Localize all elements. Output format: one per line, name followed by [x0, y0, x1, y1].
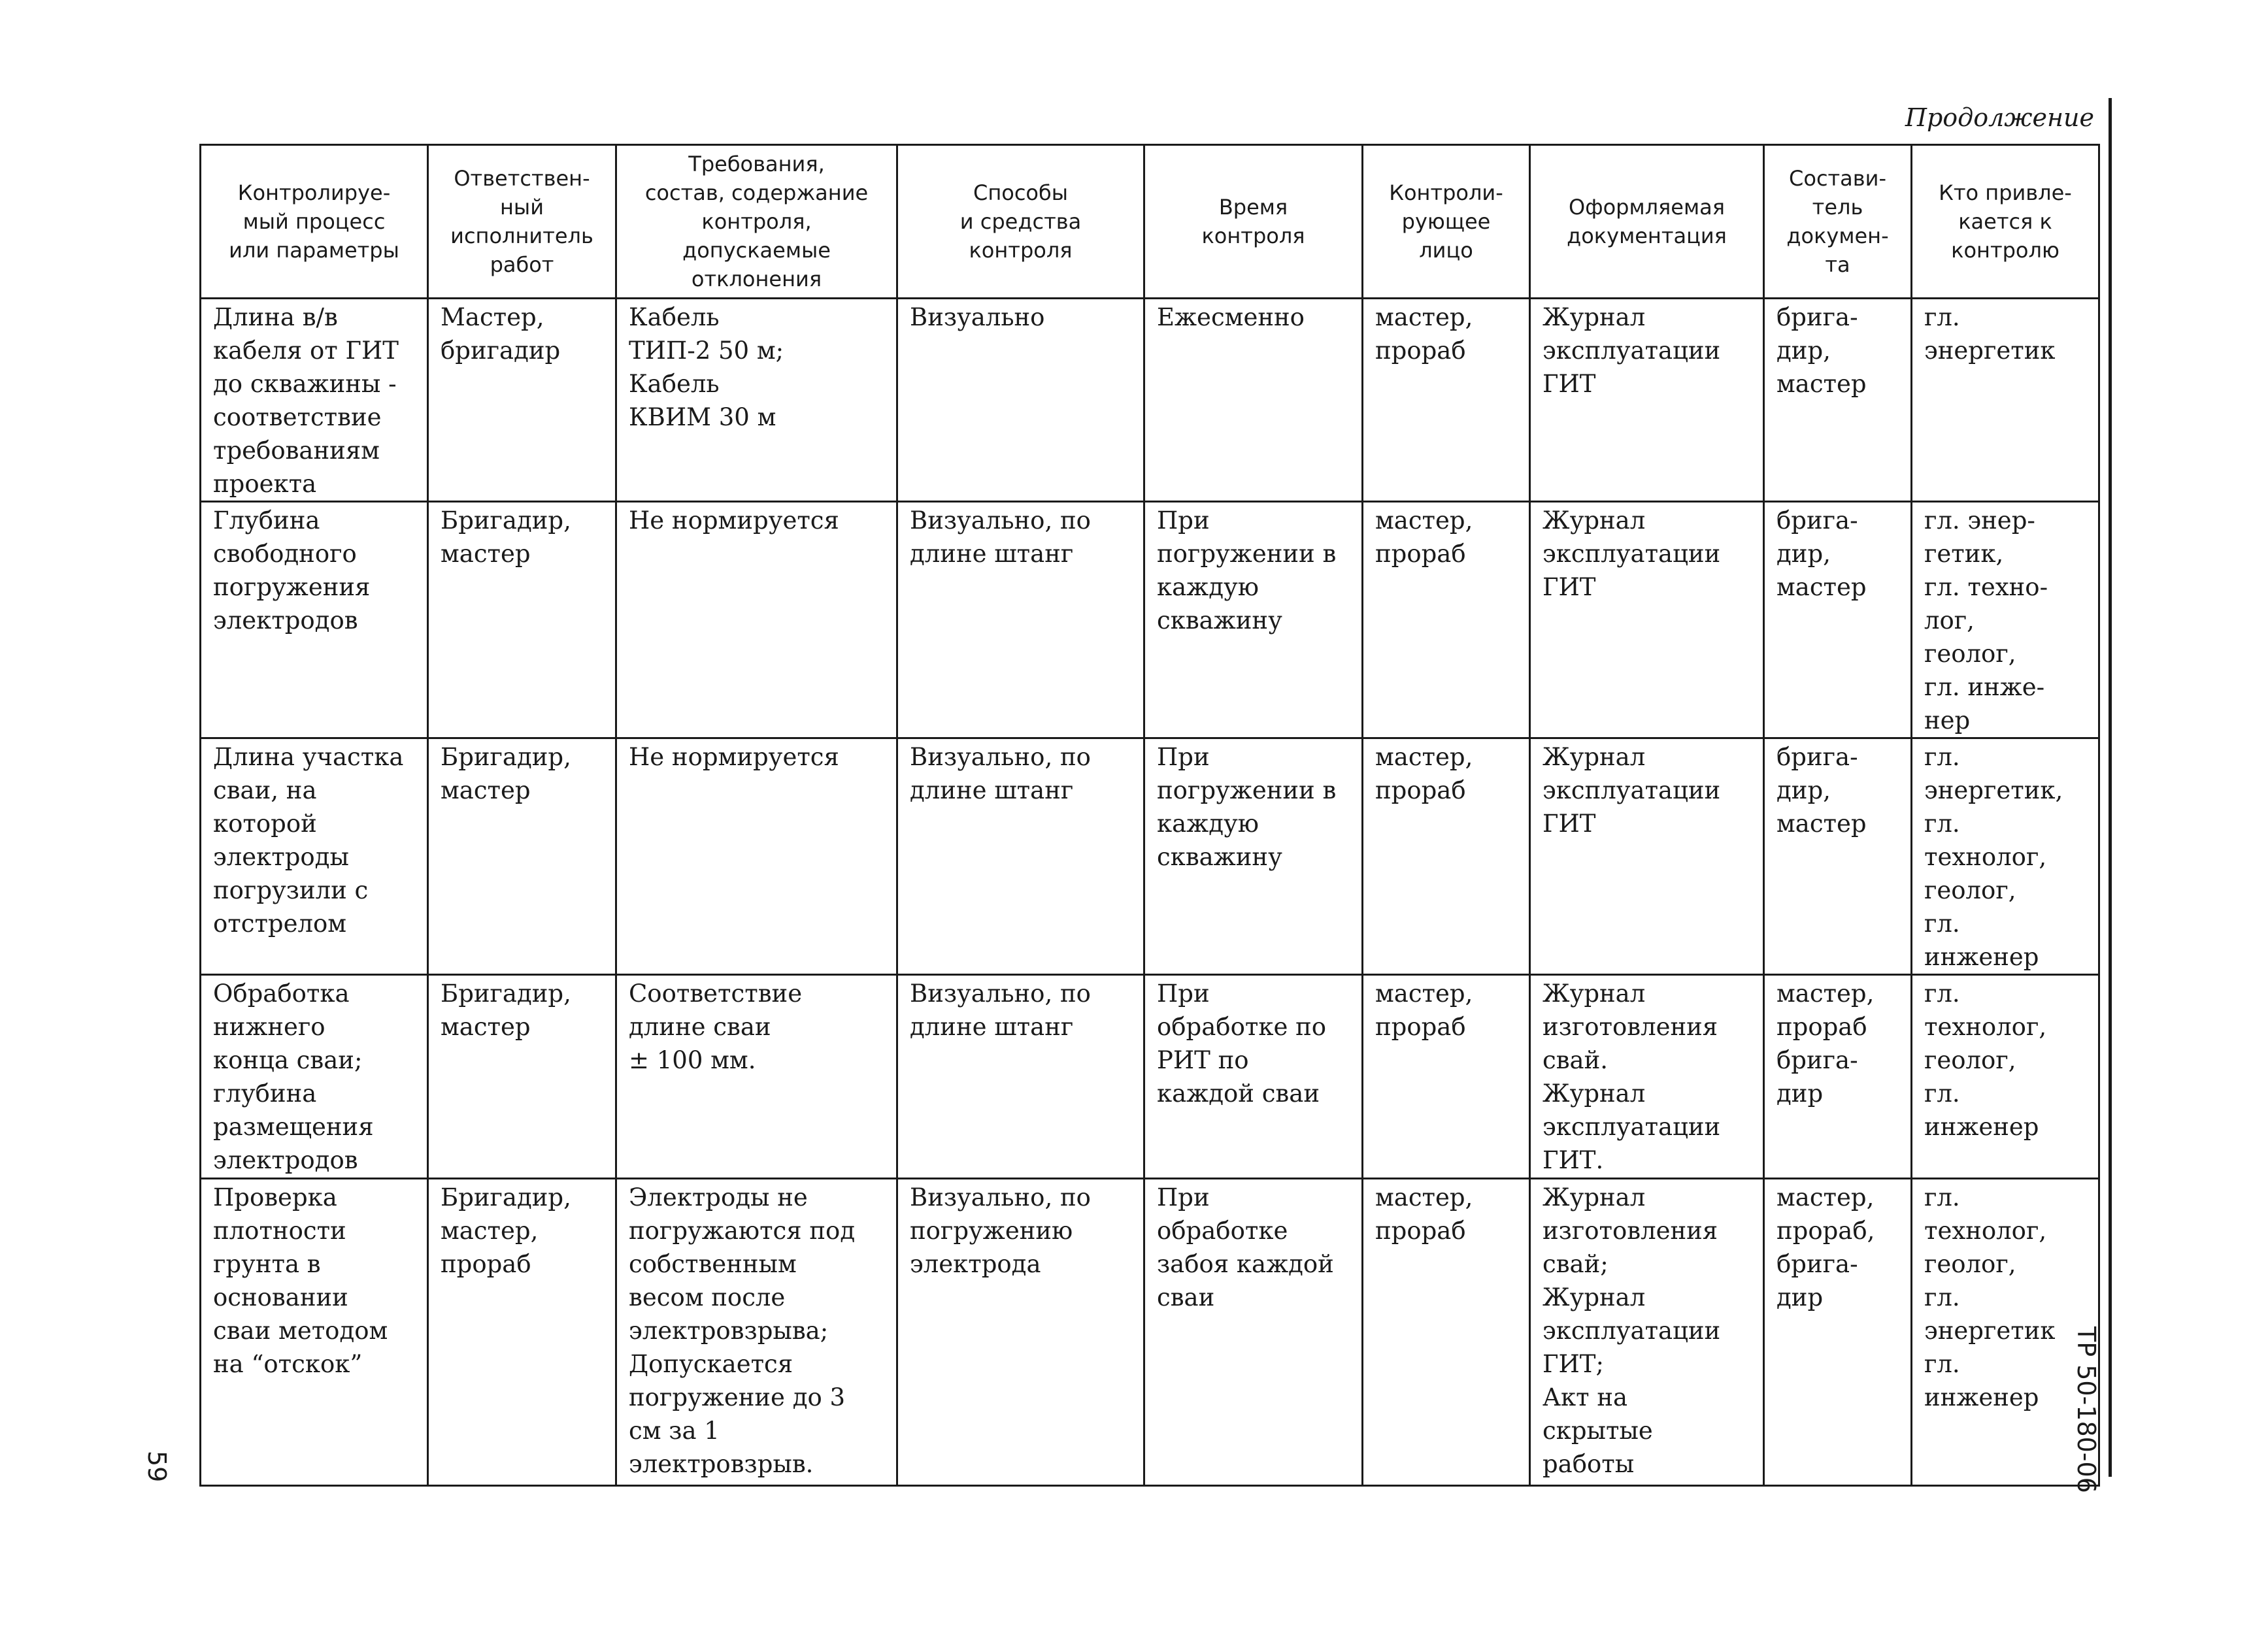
cell-line: на “отскок” — [213, 1350, 363, 1378]
cell-line: лог, — [1924, 606, 1975, 634]
cell-line: до скважины - — [213, 370, 397, 398]
table-cell — [1144, 502, 1363, 738]
table-cell — [201, 738, 428, 975]
table-cell — [616, 738, 897, 975]
table-cell — [897, 299, 1144, 502]
header-line: исполнитель — [450, 223, 593, 248]
cell-line: электродов — [213, 1146, 358, 1174]
cell-line: Визуально, по — [910, 506, 1091, 535]
cell-line: энергетик — [1924, 1317, 2056, 1345]
cell-line: мастер, — [1776, 980, 1875, 1008]
cell-line: сваи — [1157, 1283, 1215, 1311]
table-cell — [1144, 1179, 1363, 1486]
table-cell — [428, 975, 616, 1179]
cell-line: отстрелом — [213, 910, 347, 938]
cell-line: гл. — [1924, 910, 1960, 938]
cell-line: ГИТ; — [1543, 1350, 1604, 1378]
cell-line: электрода — [910, 1250, 1041, 1278]
table-cell — [1363, 738, 1530, 975]
table-cell — [1530, 299, 1764, 502]
cell-line: мастер — [441, 540, 531, 568]
cell-line: геолог, — [1924, 1250, 2016, 1278]
cell-line: см за 1 — [629, 1417, 720, 1445]
cell-line: ГИТ — [1543, 370, 1596, 398]
cell-line: инженер — [1924, 1113, 2039, 1141]
header-line: работ — [490, 252, 554, 277]
header-line: или параметры — [229, 238, 399, 263]
table-cell — [1144, 738, 1363, 975]
cell-line: которой — [213, 810, 317, 838]
table-cell — [616, 299, 897, 502]
table-cell — [616, 1179, 897, 1486]
cell-line: скважину — [1157, 843, 1282, 871]
cell-line: электроды — [213, 843, 349, 871]
cell-line: погрузили с — [213, 876, 369, 904]
table-cell — [1363, 299, 1530, 502]
header-line: Оформляемая — [1569, 195, 1725, 220]
column-header — [1912, 145, 2099, 299]
table-cell — [201, 975, 428, 1179]
table-cell — [1363, 502, 1530, 738]
cell-line: погружении в — [1157, 540, 1337, 568]
cell-line: основании — [213, 1283, 348, 1311]
header-line: лицо — [1419, 238, 1473, 263]
cell-line: Кабель — [629, 303, 720, 331]
column-header — [1363, 145, 1530, 299]
cell-line: свай; — [1543, 1250, 1609, 1278]
cell-line: бригадир — [441, 337, 561, 365]
cell-line: гл. — [1924, 743, 1960, 771]
table-cell — [1912, 975, 2099, 1179]
cell-line: прораб — [1776, 1013, 1867, 1041]
header-line: Состави- — [1789, 166, 1886, 191]
cell-line: РИТ по — [1157, 1046, 1249, 1074]
cell-line: гл. техно- — [1924, 573, 2048, 601]
column-header — [201, 145, 428, 299]
cell-line: погружение до 3 — [629, 1383, 846, 1411]
cell-line: прораб — [1375, 540, 1466, 568]
cell-line: погружению — [910, 1217, 1073, 1245]
cell-line: Не нормируется — [629, 506, 839, 535]
cell-line: мастер, — [1375, 506, 1473, 535]
header-line: кается к — [1958, 209, 2052, 234]
table-row — [201, 975, 2099, 1179]
cell-line: Проверка — [213, 1183, 337, 1211]
cell-line: брига- — [1776, 1250, 1858, 1278]
table-cell — [616, 975, 897, 1179]
header-line: контроля — [1201, 223, 1305, 248]
cell-line: энергетик — [1924, 337, 2056, 365]
cell-line: конца сваи; — [213, 1046, 363, 1074]
cell-line: Бригадир, — [441, 1183, 571, 1211]
table-cell — [201, 299, 428, 502]
cell-line: кабеля от ГИТ — [213, 337, 399, 365]
cell-line: Глубина — [213, 506, 320, 535]
cell-line: Мастер, — [441, 303, 544, 331]
header-line: рующее — [1401, 209, 1491, 234]
table-header — [201, 145, 2099, 299]
cell-line: Длина в/в — [213, 303, 338, 331]
cell-line: нер — [1924, 706, 1971, 734]
table-cell — [897, 1179, 1144, 1486]
cell-line: каждую — [1157, 573, 1259, 601]
cell-line: Журнал — [1543, 980, 1646, 1008]
header-line: Время — [1218, 195, 1288, 220]
cell-line: проекта — [213, 470, 317, 498]
margin-rule — [2109, 98, 2112, 1477]
cell-line: Кабель — [629, 370, 720, 398]
cell-line: Журнал — [1543, 303, 1646, 331]
table-body — [201, 299, 2099, 1486]
cell-line: работы — [1543, 1450, 1635, 1478]
cell-line: Журнал — [1543, 1183, 1646, 1211]
header-line: контролю — [1951, 238, 2060, 263]
cell-line: эксплуатации — [1543, 1317, 1721, 1345]
cell-line: геолог, — [1924, 876, 2016, 904]
cell-line: инженер — [1924, 943, 2039, 971]
table-cell — [428, 299, 616, 502]
cell-line: изготовления — [1543, 1217, 1718, 1245]
header-line: та — [1825, 252, 1850, 277]
cell-line: забоя каждой — [1157, 1250, 1334, 1278]
table-cell — [1764, 738, 1912, 975]
table-row — [201, 738, 2099, 975]
cell-line: Визуально, по — [910, 743, 1091, 771]
cell-line: брига- — [1776, 743, 1858, 771]
table-cell — [1530, 502, 1764, 738]
cell-line: размещения — [213, 1113, 374, 1141]
cell-line: При — [1157, 506, 1210, 535]
table-row — [201, 299, 2099, 502]
table-cell — [428, 1179, 616, 1486]
cell-line: гл. — [1924, 1183, 1960, 1211]
cell-line: гл. — [1924, 1350, 1960, 1378]
cell-line: гл. энер- — [1924, 506, 2035, 535]
table-cell — [1764, 502, 1912, 738]
cell-line: электровзрыв. — [629, 1450, 814, 1478]
table-cell — [897, 502, 1144, 738]
table-cell — [616, 502, 897, 738]
cell-line: Бригадир, — [441, 506, 571, 535]
cell-line: дир, — [1776, 540, 1831, 568]
cell-line: Акт на — [1543, 1383, 1628, 1411]
cell-line: погружаются под — [629, 1217, 856, 1245]
table-cell — [428, 738, 616, 975]
cell-line: мастер, — [1375, 303, 1473, 331]
cell-line: дир, — [1776, 776, 1831, 804]
table-cell — [1363, 975, 1530, 1179]
cell-line: КВИМ 30 м — [629, 403, 776, 431]
cell-line: мастер, — [1375, 1183, 1473, 1211]
cell-line: геолог, — [1924, 640, 2016, 668]
cell-line: мастер — [1776, 370, 1867, 398]
cell-line: гл. инже- — [1924, 673, 2045, 701]
cell-line: гл. — [1924, 303, 1960, 331]
cell-line: мастер — [1776, 573, 1867, 601]
cell-line: геолог, — [1924, 1046, 2016, 1074]
column-header — [1530, 145, 1764, 299]
header-line: Контроли- — [1389, 180, 1503, 205]
header-line: контроля, — [701, 209, 812, 234]
cell-line: энергетик, — [1924, 776, 2063, 804]
table-cell — [1530, 738, 1764, 975]
header-line: докумен- — [1786, 223, 1889, 248]
control-table — [199, 144, 2100, 1487]
cell-line: Допускается — [629, 1350, 793, 1378]
cell-line: прораб — [1375, 1217, 1466, 1245]
cell-line: инженер — [1924, 1383, 2039, 1411]
cell-line: длине штанг — [910, 1013, 1074, 1041]
cell-line: длине штанг — [910, 776, 1074, 804]
column-header — [616, 145, 897, 299]
table-cell — [1144, 975, 1363, 1179]
cell-line: погружения — [213, 573, 371, 601]
cell-line: электродов — [213, 606, 358, 634]
cell-line: эксплуатации — [1543, 540, 1721, 568]
cell-line: брига- — [1776, 1046, 1858, 1074]
cell-line: погружении в — [1157, 776, 1337, 804]
header-line: Кто привле- — [1939, 180, 2072, 205]
header-line: Способы — [973, 180, 1068, 205]
table-cell — [1144, 299, 1363, 502]
cell-line: эксплуатации — [1543, 337, 1721, 365]
cell-line: Бригадир, — [441, 743, 571, 771]
cell-line: эксплуатации — [1543, 1113, 1721, 1141]
cell-line: гетик, — [1924, 540, 2004, 568]
cell-line: мастер, — [1375, 980, 1473, 1008]
cell-line: Визуально, по — [910, 1183, 1091, 1211]
column-header — [897, 145, 1144, 299]
cell-line: мастер — [441, 776, 531, 804]
header-line: и средства — [959, 209, 1082, 234]
cell-line: требованиям — [213, 437, 380, 465]
cell-line: технолог, — [1924, 843, 2047, 871]
cell-line: Журнал — [1543, 1079, 1646, 1108]
document-code: ТР 50-180-06 — [2072, 1326, 2101, 1493]
table-cell — [1363, 1179, 1530, 1486]
table-cell — [1764, 1179, 1912, 1486]
cell-line: При — [1157, 1183, 1210, 1211]
cell-line: длине штанг — [910, 540, 1074, 568]
cell-line: ± 100 мм. — [629, 1046, 756, 1074]
cell-line: глубина — [213, 1079, 317, 1108]
table-cell — [1912, 299, 2099, 502]
header-line: ный — [500, 195, 544, 220]
cell-line: брига- — [1776, 303, 1858, 331]
cell-line: прораб — [1375, 1013, 1466, 1041]
cell-line: скрытые — [1543, 1417, 1653, 1445]
table-cell — [1764, 975, 1912, 1179]
cell-line: скважину — [1157, 606, 1282, 634]
cell-line: При — [1157, 743, 1210, 771]
cell-line: Соответствие — [629, 980, 803, 1008]
cell-line: технолог, — [1924, 1013, 2047, 1041]
cell-line: сваи методом — [213, 1317, 388, 1345]
cell-line: прораб — [1375, 776, 1466, 804]
cell-line: электровзрыва; — [629, 1317, 829, 1345]
cell-line: Журнал — [1543, 506, 1646, 535]
cell-line: гл. — [1924, 1079, 1960, 1108]
cell-line: прораб — [441, 1250, 531, 1278]
cell-line: мастер, — [1776, 1183, 1875, 1211]
cell-line: каждой сваи — [1157, 1079, 1320, 1108]
table-cell — [1764, 299, 1912, 502]
cell-line: гл. — [1924, 810, 1960, 838]
cell-line: мастер, — [441, 1217, 539, 1245]
cell-line: ГИТ — [1543, 573, 1596, 601]
cell-line: весом после — [629, 1283, 786, 1311]
cell-line: свай. — [1543, 1046, 1609, 1074]
table-cell — [897, 738, 1144, 975]
cell-line: длине сваи — [629, 1013, 771, 1041]
cell-line: плотности — [213, 1217, 346, 1245]
header-line: допускаемые — [682, 238, 831, 263]
cell-line: При — [1157, 980, 1210, 1008]
cell-line: Визуально — [910, 303, 1045, 331]
table-cell — [201, 1179, 428, 1486]
header-row — [201, 145, 2099, 299]
header-line: Контролируе- — [237, 180, 391, 205]
cell-line: эксплуатации — [1543, 776, 1721, 804]
cell-line: свободного — [213, 540, 357, 568]
cell-line: Бригадир, — [441, 980, 571, 1008]
cell-line: гл. — [1924, 980, 1960, 1008]
header-line: тель — [1812, 195, 1863, 220]
header-line: мый процесс — [242, 209, 386, 234]
header-line: Требования, — [688, 152, 825, 176]
cell-line: Электроды не — [629, 1183, 808, 1211]
cell-line: технолог, — [1924, 1217, 2047, 1245]
table-cell — [1912, 1179, 2099, 1486]
cell-line: Журнал — [1543, 1283, 1646, 1311]
cell-line: обработке по — [1157, 1013, 1327, 1041]
cell-line: каждую — [1157, 810, 1259, 838]
header-line: контроля — [969, 238, 1073, 263]
cell-line: Визуально, по — [910, 980, 1091, 1008]
cell-line: Обработка — [213, 980, 350, 1008]
table-cell — [1912, 738, 2099, 975]
cell-line: ГИТ. — [1543, 1146, 1604, 1174]
table-cell — [1530, 1179, 1764, 1486]
cell-line: Ежесменно — [1157, 303, 1305, 331]
table-row — [201, 1179, 2099, 1486]
table-cell — [428, 502, 616, 738]
header-line: состав, содержание — [644, 180, 869, 205]
column-header — [1764, 145, 1912, 299]
cell-line: гл. — [1924, 1283, 1960, 1311]
header-line: документация — [1567, 223, 1727, 248]
column-header — [428, 145, 616, 299]
cell-line: дир, — [1776, 337, 1831, 365]
cell-line: обработке — [1157, 1217, 1288, 1245]
cell-line: Журнал — [1543, 743, 1646, 771]
table-cell — [1912, 502, 2099, 738]
cell-line: соответствие — [213, 403, 382, 431]
cell-line: изготовления — [1543, 1013, 1718, 1041]
cell-line: брига- — [1776, 506, 1858, 535]
header-line: Ответствен- — [454, 166, 590, 191]
cell-line: дир — [1776, 1079, 1824, 1108]
cell-line: мастер — [441, 1013, 531, 1041]
cell-line: мастер, — [1375, 743, 1473, 771]
header-line: отклонения — [691, 267, 822, 291]
cell-line: нижнего — [213, 1013, 325, 1041]
page-number: 59 — [142, 1451, 171, 1483]
cell-line: дир — [1776, 1283, 1824, 1311]
cell-line: ГИТ — [1543, 810, 1596, 838]
table-cell — [1530, 975, 1764, 1179]
cell-line: ТИП-2 50 м; — [629, 337, 784, 365]
cell-line: Не нормируется — [629, 743, 839, 771]
continued-label: Продолжение — [1905, 103, 2094, 132]
cell-line: грунта в — [213, 1250, 321, 1278]
cell-line: прораб — [1375, 337, 1466, 365]
cell-line: собственным — [629, 1250, 797, 1278]
table-row — [201, 502, 2099, 738]
table-cell — [201, 502, 428, 738]
cell-line: Длина участка — [213, 743, 404, 771]
table-cell — [897, 975, 1144, 1179]
cell-line: мастер — [1776, 810, 1867, 838]
column-header — [1144, 145, 1363, 299]
cell-line: прораб, — [1776, 1217, 1875, 1245]
cell-line: сваи, на — [213, 776, 317, 804]
